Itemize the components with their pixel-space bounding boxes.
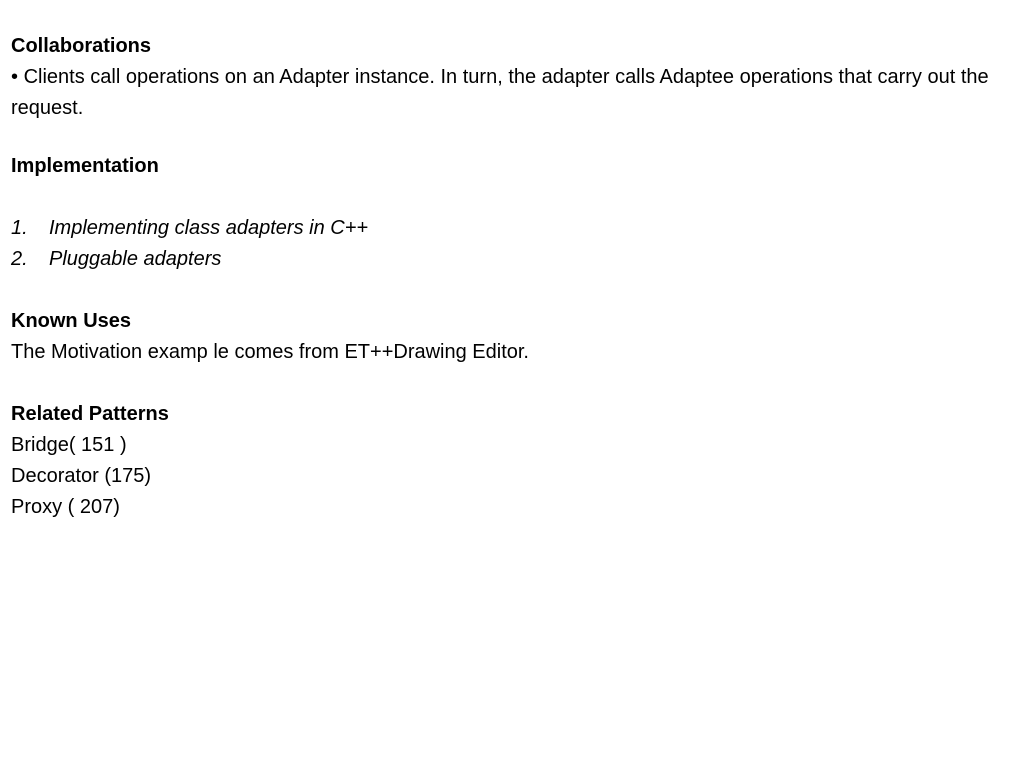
collaborations-section: [11, 31, 1004, 124]
implementation-section: [11, 151, 1004, 275]
related-pattern-item: Decorator (175): [11, 465, 152, 487]
collaborations-text: [11, 62, 1004, 124]
list-item: [11, 213, 1004, 244]
known-uses-section: [11, 306, 1004, 368]
bullet-glyph: •: [11, 66, 19, 88]
spacer: [11, 182, 1004, 213]
related-pattern-item: Proxy ( 207): [11, 496, 120, 518]
list-item-number: 1.: [11, 217, 28, 239]
implementation-heading: Implementation: [11, 155, 159, 177]
implementation-list: [11, 213, 1004, 275]
known-uses-heading: Known Uses: [11, 310, 132, 332]
list-item: [11, 244, 1004, 275]
related-patterns-section: [11, 399, 1004, 523]
known-uses-text: The Motivation examp le comes from ET++Drawing Editor.: [11, 341, 529, 363]
related-pattern-item: Bridge( 151 ): [11, 434, 127, 456]
collaborations-body: Clients call operations on an Adapter instance. In turn, the adapter calls Adaptee operations that carry out the request.: [11, 66, 989, 119]
list-item-text: Implementing class adapters in C++: [49, 217, 369, 239]
list-item-text: Pluggable adapters: [49, 248, 222, 270]
related-patterns-heading: Related Patterns: [11, 403, 169, 425]
list-item-number: 2.: [11, 248, 28, 270]
collaborations-heading: Collaborations: [11, 35, 152, 57]
spacer: [11, 368, 1004, 399]
spacer: [11, 124, 1004, 151]
spacer: [11, 275, 1004, 306]
